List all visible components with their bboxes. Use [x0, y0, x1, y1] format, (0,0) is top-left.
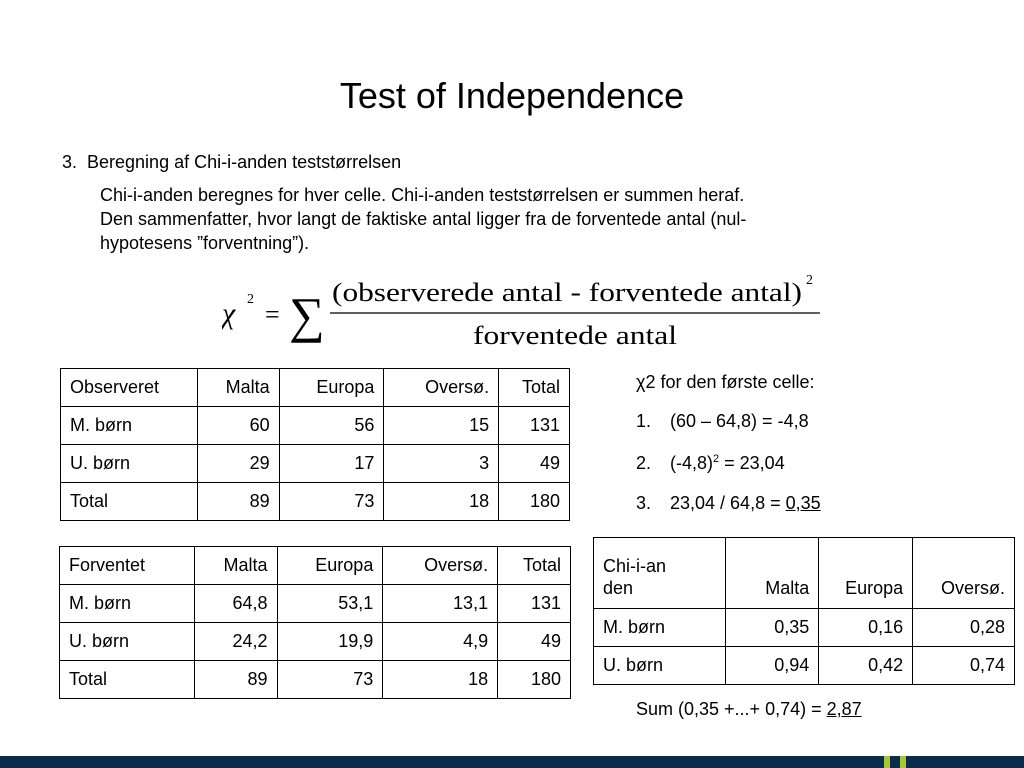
table-row [60, 661, 571, 699]
header-cell: Europa [277, 547, 383, 585]
paragraph-line-2: Den sammenfatter, hvor langt de faktiske antal ligger fra de forventede antal (nul- [100, 209, 747, 229]
table-cell: 0,35 [725, 609, 819, 647]
step-2 [636, 452, 785, 474]
step-number: 1. [636, 411, 652, 431]
table-cell: 17 [279, 445, 384, 483]
sum-result-underlined: 2,87 [826, 699, 862, 719]
table-row [594, 609, 1015, 647]
header-cell: Oversø. [913, 538, 1015, 609]
table-row [61, 407, 570, 445]
table-header-row [594, 538, 1015, 609]
row-label: M. børn [594, 609, 726, 647]
table-row [61, 483, 570, 521]
step-superscript: 2 [713, 453, 720, 465]
header-cell-text: Chi-i-anden [603, 556, 667, 598]
table-cell: 29 [197, 445, 279, 483]
step-text: (-4,8) [670, 453, 714, 473]
table-cell: 0,42 [819, 647, 913, 685]
table-cell: 60 [197, 407, 279, 445]
formula-chi-exponent: 2 [247, 292, 254, 307]
step-text-result: = 23,04 [719, 453, 785, 473]
table-cell: 13,1 [383, 585, 498, 623]
sum-line [636, 698, 862, 720]
formula-sigma: ∑ [289, 287, 325, 343]
table-row [61, 445, 570, 483]
header-cell: Oversø. [383, 547, 498, 585]
step-text: (60 – 64,8) = -4,8 [670, 411, 809, 431]
row-label: U. børn [61, 445, 198, 483]
paragraph-line-3: hypotesens ”forventning”). [100, 233, 310, 253]
table-row [594, 647, 1015, 685]
header-cell: Total [498, 547, 571, 585]
table-row [60, 585, 571, 623]
table-cell: 0,94 [725, 647, 819, 685]
table-cell: 73 [277, 661, 383, 699]
footer-accent-square [900, 756, 906, 768]
table-header-row [61, 369, 570, 407]
step-number: 2. [636, 453, 652, 473]
header-cell: Total [499, 369, 570, 407]
first-cell-intro: χ2 for den første celle: [636, 372, 815, 392]
table-cell: 4,9 [383, 623, 498, 661]
table-cell: 15 [384, 407, 499, 445]
footer-bar [0, 756, 1024, 768]
row-label: M. børn [61, 407, 198, 445]
row-label: U. børn [594, 647, 726, 685]
table-cell: 180 [499, 483, 570, 521]
table-cell: 89 [197, 483, 279, 521]
formula-denominator: forventede antal [473, 321, 677, 350]
table-cell: 18 [383, 661, 498, 699]
slide-title: Test of Independence [339, 75, 685, 116]
section-number: 3. [62, 152, 78, 172]
table-cell: 18 [384, 483, 499, 521]
formula-numerator-exponent: 2 [806, 273, 813, 288]
row-label: U. børn [60, 623, 195, 661]
row-label: M. børn [60, 585, 195, 623]
table-cell: 56 [279, 407, 384, 445]
chi-square-table [593, 537, 1015, 685]
header-cell: Malta [725, 538, 819, 609]
table-header-row [60, 547, 571, 585]
header-cell: Europa [279, 369, 384, 407]
header-cell: Europa [819, 538, 913, 609]
table-cell: 131 [499, 407, 570, 445]
table-cell: 0,74 [913, 647, 1015, 685]
step-1 [636, 410, 809, 432]
expected-table [59, 546, 571, 699]
step-3 [636, 492, 821, 514]
header-cell: Malta [197, 369, 279, 407]
table-cell: 0,16 [819, 609, 913, 647]
header-cell: Oversø. [384, 369, 499, 407]
observed-table [60, 368, 570, 521]
header-cell: Malta [194, 547, 277, 585]
table-cell: 131 [498, 585, 571, 623]
table-cell: 3 [384, 445, 499, 483]
table-cell: 49 [498, 623, 571, 661]
table-cell: 64,8 [194, 585, 277, 623]
table-cell: 89 [194, 661, 277, 699]
table-cell: 19,9 [277, 623, 383, 661]
paragraph-line-1: Chi-i-anden beregnes for hver celle. Chi-i-anden teststørrelsen er summen heraf. [100, 185, 745, 205]
header-cell: Observeret [61, 369, 198, 407]
table-cell: 49 [499, 445, 570, 483]
sum-text: Sum (0,35 +...+ 0,74) = [636, 699, 827, 719]
table-cell: 180 [498, 661, 571, 699]
table-cell: 53,1 [277, 585, 383, 623]
footer-accent-square [884, 756, 890, 768]
formula-equals: = [265, 300, 280, 329]
chi-square-formula [222, 270, 832, 355]
table-cell: 24,2 [194, 623, 277, 661]
header-cell [594, 538, 726, 609]
step-text: 23,04 / 64,8 = [670, 493, 786, 513]
table-row [60, 623, 571, 661]
row-label: Total [60, 661, 195, 699]
formula-chi: χ [222, 297, 236, 330]
table-cell: 0,28 [913, 609, 1015, 647]
header-cell: Forventet [60, 547, 195, 585]
section-heading [62, 151, 401, 173]
table-cell: 73 [279, 483, 384, 521]
step-number: 3. [636, 493, 652, 513]
row-label: Total [61, 483, 198, 521]
section-heading-text: Beregning af Chi-i-anden teststørrelsen [87, 152, 402, 172]
step-result-underlined: 0,35 [785, 493, 821, 513]
explanation-paragraph [100, 183, 950, 255]
formula-numerator: (observerede antal - forventede antal) [332, 278, 802, 307]
